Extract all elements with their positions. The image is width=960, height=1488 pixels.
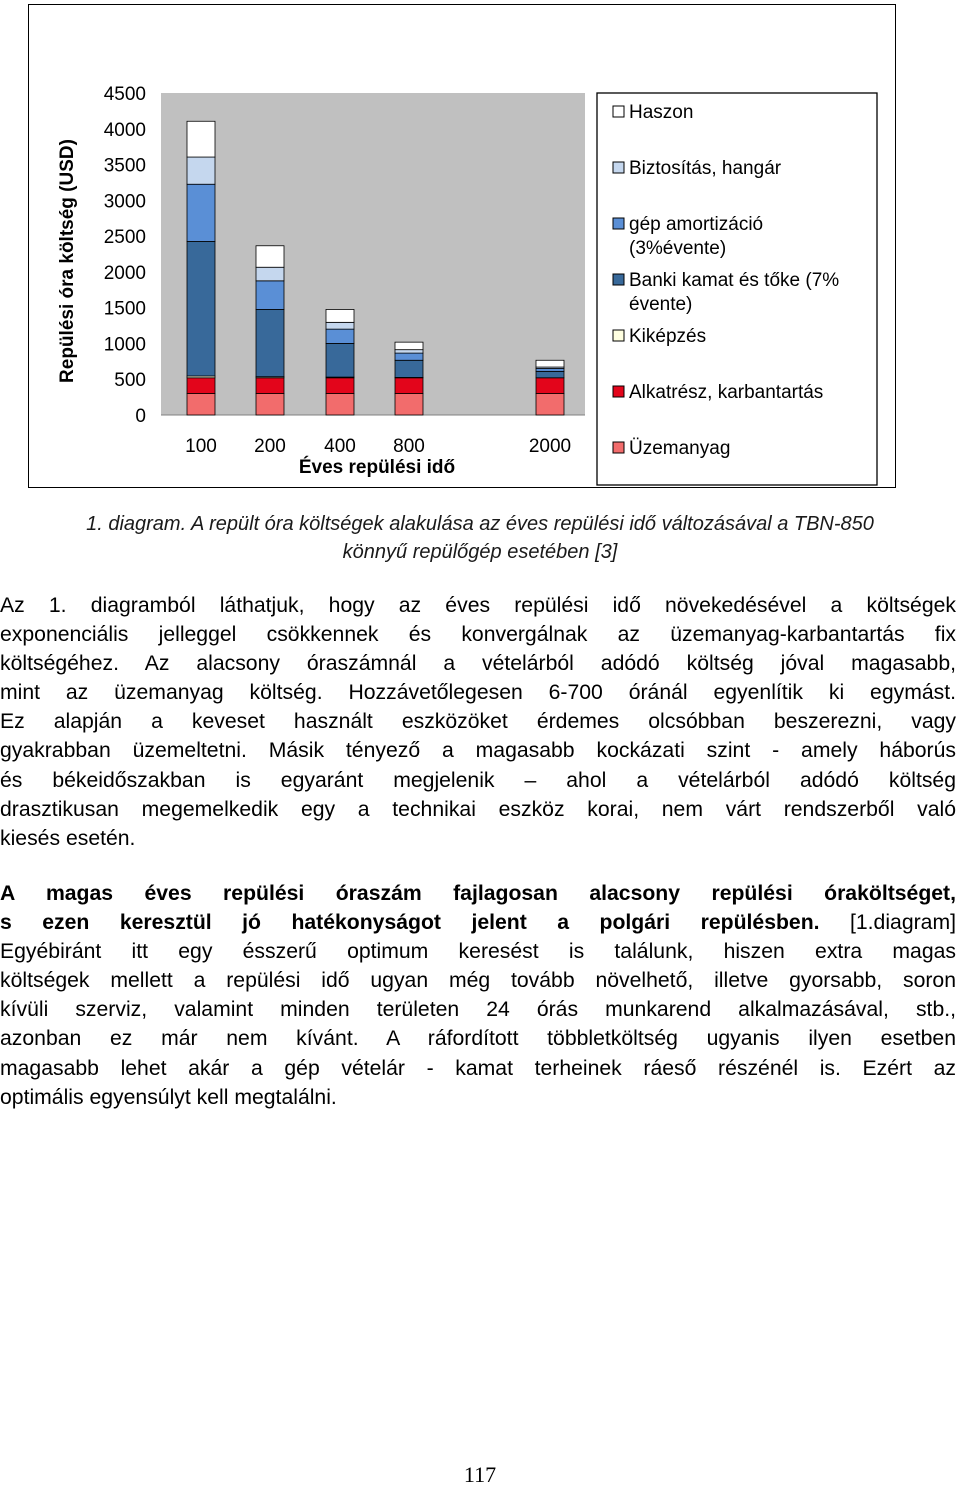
page-number: 117: [0, 1462, 960, 1488]
text-line: gyakrabban üzemeltetni. Másik tényező a magasabb kockázati szint - amely háborús: [0, 736, 956, 765]
bar-segment: [395, 353, 423, 360]
text-line: exponenciális jelleggel csökkennek és konvergálnak az üzemanyag-karbantartás fix: [0, 620, 956, 649]
plot-area: [161, 93, 585, 415]
text-line: kiesés esetén.: [0, 824, 956, 853]
text-line: magasabb lehet akár a gép vételár - kamat terheinek ráeső részénél is. Ezért az: [0, 1054, 956, 1083]
text-line: azonban ez már nem kívánt. A ráfordított többletköltség ugyanis ilyen esetben: [0, 1024, 956, 1053]
bar-segment: [536, 371, 564, 377]
bar-segment: [256, 267, 284, 281]
legend-swatch: [613, 442, 624, 453]
bold-statement-line-1: A magas éves repülési óraszám fajlagosan alacsony repülési óraköltséget,: [0, 882, 956, 905]
y-axis-ticks: [104, 84, 146, 427]
bar-segment: [187, 184, 215, 241]
stacked-bar-chart: [29, 5, 895, 487]
bar-segment: [187, 241, 215, 376]
text-line: optimális egyensúlyt kell megtalálni.: [0, 1083, 956, 1112]
legend-label: Üzemanyag: [629, 438, 730, 459]
bar-segment: [536, 360, 564, 367]
legend-swatch: [613, 106, 624, 117]
bold-statement-line-2: s ezen keresztül jó hatékonyságot jelent a polgári repülésben.: [0, 911, 820, 934]
bar-segment: [326, 309, 354, 322]
paragraph-2-continuation: [0, 937, 956, 1112]
bar-segment: [395, 378, 423, 394]
legend-label: Alkatrész, karbantartás: [629, 382, 823, 403]
y-tick-label: 2500: [104, 227, 146, 248]
text-line: Ez alapján a keveset használt eszközöket érdemes olcsóbban beszerezni, vagy: [0, 707, 956, 736]
legend-label: Kiképzés: [629, 326, 706, 347]
legend-label: gép amortizáció (3%évente): [629, 214, 763, 259]
bar-segment: [187, 378, 215, 394]
text-line: költségéhez. Az alacsony óraszámnál a vételárból adódó költség jóval magasabb,: [0, 649, 956, 678]
legend-swatch: [613, 162, 624, 173]
x-axis-label: Éves repülési idő: [299, 456, 455, 478]
text-line: és békeidőszakban is egyaránt megjelenik – ahol a vételárból adódó költség: [0, 766, 956, 795]
y-tick-label: 2000: [104, 263, 146, 284]
bar-segment: [256, 394, 284, 415]
y-tick-label: 4000: [104, 120, 146, 141]
y-tick-label: 3000: [104, 191, 146, 212]
legend-swatch: [613, 330, 624, 341]
bar-segment: [536, 368, 564, 371]
chart-frame: [28, 4, 896, 488]
diagram-reference: [1.diagram]: [820, 911, 956, 934]
bar-segment: [395, 350, 423, 353]
bar-segment: [536, 378, 564, 394]
text-line: drasztikusan megemelkedik egy a technikai eszköz korai, nem várt rendszerből való: [0, 795, 956, 824]
x-tick-label: 100: [185, 436, 217, 457]
bar-segment: [326, 322, 354, 329]
bar-segment: [536, 394, 564, 415]
text-line: költségek mellett a repülési idő ugyan még tovább növelhető, illetve gyorsabb, soron: [0, 966, 956, 995]
bar-segment: [326, 394, 354, 415]
paragraph-1: [0, 591, 956, 853]
plot-background: [161, 93, 585, 415]
bar-segment: [256, 281, 284, 310]
y-tick-label: 4500: [104, 84, 146, 105]
x-axis-ticks: [185, 436, 571, 457]
bar-segment: [326, 343, 354, 377]
legend-swatch: [613, 386, 624, 397]
bar-segment: [256, 309, 284, 376]
bar-segment: [326, 329, 354, 343]
bar-segment: [187, 394, 215, 415]
y-tick-label: 0: [135, 406, 146, 427]
text-line: Az 1. diagramból láthatjuk, hogy az éves repülési idő növekedésével a költségek: [0, 591, 956, 620]
text-line: kívüli szerviz, valamint minden területen 24 órás munkarend alkalmazásával, stb.,: [0, 995, 956, 1024]
figure-caption-line-2: könnyű repülőgép esetében [3]: [0, 541, 960, 564]
bar-segment: [395, 360, 423, 377]
paragraph-2: [0, 879, 956, 1112]
text-line: mint az üzemanyag költség. Hozzávetőlegesen 6-700 óránál egyenlítik ki egymást.: [0, 678, 956, 707]
legend-swatch: [613, 274, 624, 285]
legend-swatch: [613, 218, 624, 229]
y-tick-label: 3500: [104, 156, 146, 177]
bar-segment: [187, 121, 215, 157]
legend-label: Haszon: [629, 102, 693, 123]
bar-segment: [187, 157, 215, 184]
figure-caption-line-1: 1. diagram. A repült óra költségek alakulása az éves repülési idő változásával a TBN-850: [0, 513, 960, 536]
bar-segment: [256, 246, 284, 267]
bar-segment: [326, 378, 354, 394]
legend: [597, 93, 877, 485]
x-tick-label: 200: [254, 436, 286, 457]
x-tick-label: 800: [393, 436, 425, 457]
bar-segment: [395, 342, 423, 350]
y-tick-label: 1500: [104, 299, 146, 320]
y-tick-label: 500: [114, 370, 146, 391]
legend-label: Biztosítás, hangár: [629, 158, 782, 179]
x-tick-label: 400: [324, 436, 356, 457]
x-tick-label: 2000: [529, 436, 571, 457]
bar-segment: [395, 394, 423, 415]
bar-segment: [256, 378, 284, 394]
y-tick-label: 1000: [104, 334, 146, 355]
text-line: Egyébiránt itt egy ésszerű optimum keresést is találunk, hiszen extra magas: [0, 937, 956, 966]
y-axis-label: Repülési óra költség (USD): [57, 139, 78, 383]
legend-label: Banki kamat és tőke (7% évente): [629, 270, 839, 315]
